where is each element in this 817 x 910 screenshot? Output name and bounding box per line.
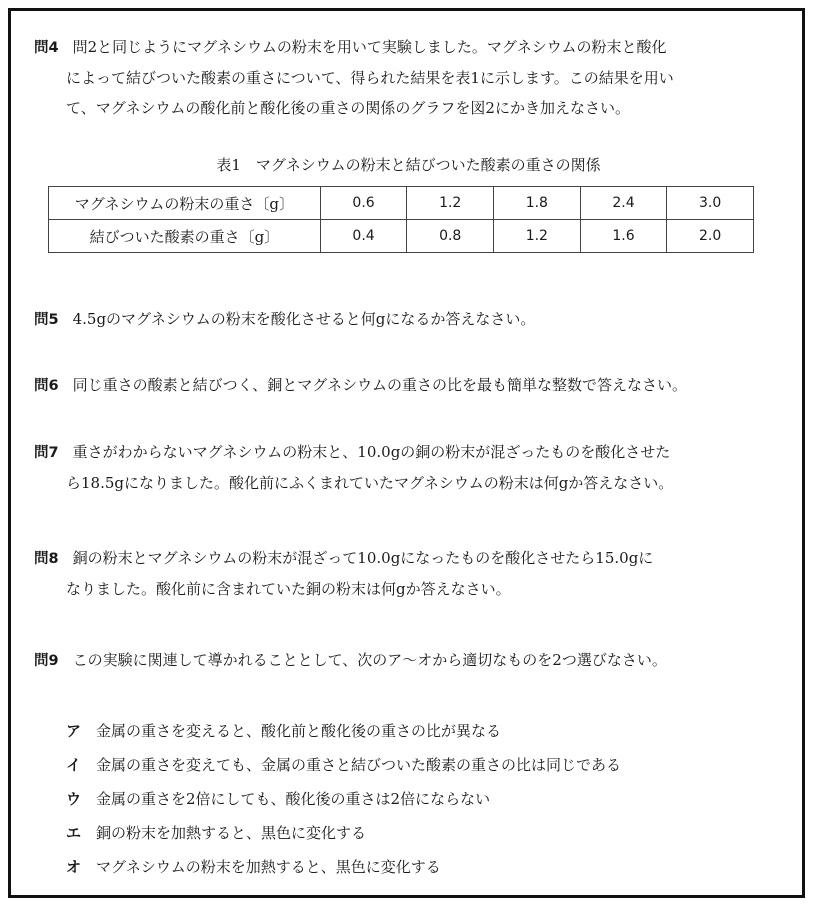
choice-text: 銅の粉末を加熱すると、黒色に変化する bbox=[96, 824, 367, 842]
question-number: 問9 bbox=[34, 653, 59, 669]
table-cell: 2.4 bbox=[580, 187, 667, 220]
choice-letter: ア bbox=[66, 722, 82, 740]
choice-item bbox=[66, 748, 621, 782]
question-text-line: て、マグネシウムの酸化前と酸化後の重さの関係のグラフを図2にかき加えなさい。 bbox=[66, 99, 630, 117]
question-text-line: なりました。酸化前に含まれていた銅の粉末は何gか答えなさい。 bbox=[66, 580, 511, 598]
table-row bbox=[49, 220, 754, 253]
table-cell: 0.8 bbox=[407, 220, 494, 253]
table-cell: 3.0 bbox=[667, 187, 754, 220]
choice-item bbox=[66, 714, 621, 748]
question-number: 問4 bbox=[34, 40, 59, 56]
choice-text: 金属の重さを変えても、金属の重さと結びついた酸素の重さの比は同じである bbox=[96, 756, 622, 774]
table-row bbox=[49, 187, 754, 220]
choice-letter: エ bbox=[66, 824, 82, 842]
table-cell: 1.2 bbox=[407, 187, 494, 220]
question-number: 問5 bbox=[34, 312, 59, 328]
table-cell: 0.6 bbox=[320, 187, 407, 220]
question-9 bbox=[34, 645, 667, 676]
table-caption: 表1 マグネシウムの粉末と結びついた酸素の重さの関係 bbox=[216, 156, 601, 174]
choice-text: 金属の重さを2倍にしても、酸化後の重さは2倍にならない bbox=[96, 790, 491, 808]
table-cell: 2.0 bbox=[667, 220, 754, 253]
choice-list bbox=[66, 714, 621, 884]
question-text-line: 問2と同じようにマグネシウムの粉末を用いて実験しました。マグネシウムの粉末と酸化 bbox=[72, 38, 667, 56]
question-text-line: 同じ重さの酸素と結びつく、銅とマグネシウムの重さの比を最も簡単な整数で答えなさい。 bbox=[72, 376, 687, 394]
question-number: 問6 bbox=[34, 378, 59, 394]
question-text-line: によって結びついた酸素の重さについて、得られた結果を表1に示します。この結果を用い bbox=[66, 69, 674, 87]
choice-letter: ウ bbox=[66, 790, 82, 808]
question-text-line: 4.5gのマグネシウムの粉末を酸化させると何gになるか答えなさい。 bbox=[72, 310, 536, 328]
table-cell: 1.8 bbox=[494, 187, 581, 220]
question-text-line: 重さがわからないマグネシウムの粉末と、10.0gの銅の粉末が混ざったものを酸化させた bbox=[72, 443, 671, 461]
choice-item bbox=[66, 782, 621, 816]
table-cell: 1.2 bbox=[494, 220, 581, 253]
data-table bbox=[48, 186, 754, 253]
choice-text: マグネシウムの粉末を加熱すると、黒色に変化する bbox=[96, 858, 441, 876]
table-cell: 1.6 bbox=[580, 220, 667, 253]
question-6 bbox=[34, 370, 687, 401]
choice-item bbox=[66, 850, 621, 884]
question-4 bbox=[34, 32, 674, 123]
question-number: 問8 bbox=[34, 551, 59, 567]
question-text-line: この実験に関連して導かれることとして、次のア～オから適切なものを2つ選びなさい。 bbox=[72, 651, 667, 669]
question-7 bbox=[34, 437, 673, 498]
choice-letter: イ bbox=[66, 756, 82, 774]
question-number: 問7 bbox=[34, 445, 59, 461]
table-cell: 0.4 bbox=[320, 220, 407, 253]
question-text-line: ら18.5gになりました。酸化前にふくまれていたマグネシウムの粉末は何gか答えなさい。 bbox=[66, 474, 674, 492]
question-8 bbox=[34, 543, 653, 604]
question-5 bbox=[34, 304, 535, 335]
question-text-line: 銅の粉末とマグネシウムの粉末が混ざって10.0gになったものを酸化させたら15.0gに bbox=[72, 549, 654, 567]
row-header: 結びついた酸素の重さ〔g〕 bbox=[49, 220, 321, 253]
choice-text: 金属の重さを変えると、酸化前と酸化後の重さの比が異なる bbox=[96, 722, 502, 740]
row-header: マグネシウムの粉末の重さ〔g〕 bbox=[49, 187, 321, 220]
choice-letter: オ bbox=[66, 858, 82, 876]
choice-item bbox=[66, 816, 621, 850]
